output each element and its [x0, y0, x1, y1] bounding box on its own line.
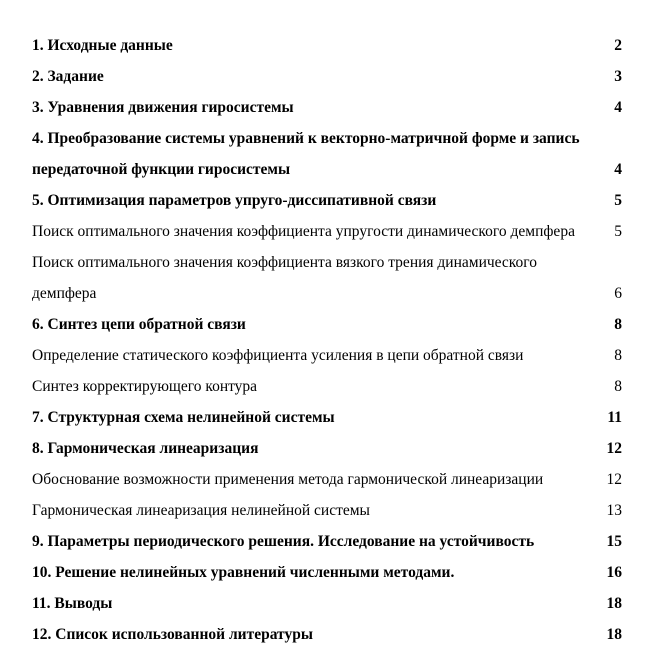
toc-entry: [32, 309, 622, 340]
toc-entry: [32, 433, 622, 464]
toc-entry-title: 6. Синтез цепи обратной связи: [32, 316, 246, 333]
toc-entry-title: 8. Гармоническая линеаризация: [32, 440, 259, 457]
toc-entry: [32, 464, 622, 495]
toc-entry-title: Определение статического коэффициента усиления в цепи обратной связи: [32, 347, 524, 364]
table-of-contents: [32, 30, 622, 650]
toc-entry: [32, 185, 622, 216]
toc-entry-page: 12: [606, 471, 622, 488]
toc-entry-page: 15: [606, 533, 622, 550]
toc-entry-page: 18: [606, 626, 622, 643]
toc-entry: [32, 495, 622, 526]
toc-entry-page: 2: [614, 37, 622, 54]
toc-entry-title: 9. Параметры периодического решения. Исследование на устойчивость: [32, 533, 535, 550]
toc-entry-page: 8: [614, 378, 622, 395]
toc-entry-page: 5: [614, 223, 622, 240]
toc-entry: [32, 247, 622, 309]
toc-entry-page: 12: [606, 440, 622, 457]
toc-entry: [32, 30, 622, 61]
toc-entry-title: 5. Оптимизация параметров упруго-диссипативной связи: [32, 192, 437, 209]
toc-entry-title: 11. Выводы: [32, 595, 113, 612]
toc-entry-title: 12. Список использованной литературы: [32, 626, 313, 643]
toc-entry: [32, 402, 622, 433]
toc-entry: [32, 526, 622, 557]
toc-entry-page: 4: [614, 161, 622, 178]
toc-entry-title: 4. Преобразование системы уравнений к векторно-матричной форме и запись передаточной функции гиросистемы: [32, 130, 580, 178]
toc-entry: [32, 123, 622, 185]
toc-entry-title: 1. Исходные данные: [32, 37, 173, 54]
toc-entry: [32, 92, 622, 123]
toc-entry: [32, 61, 622, 92]
toc-entry-page: 8: [614, 347, 622, 364]
toc-entry: [32, 216, 622, 247]
toc-entry-title: Обоснование возможности применения метода гармонической линеаризации: [32, 471, 544, 488]
toc-entry-title: 2. Задание: [32, 68, 104, 85]
toc-entry: [32, 340, 622, 371]
toc-entry-title: 10. Решение нелинейных уравнений численными методами.: [32, 564, 455, 581]
toc-entry-title: Синтез корректирующего контура: [32, 378, 258, 395]
toc-entry: [32, 619, 622, 650]
toc-entry-page: 18: [606, 595, 622, 612]
toc-entry-page: 4: [614, 99, 622, 116]
toc-entry: [32, 588, 622, 619]
toc-entry-page: 16: [606, 564, 622, 581]
toc-entry: [32, 371, 622, 402]
toc-entry-page: 11: [607, 409, 622, 426]
toc-entry-page: 5: [614, 192, 622, 209]
toc-entry-page: 6: [614, 285, 622, 302]
toc-entry: [32, 557, 622, 588]
toc-entry-title: 7. Структурная схема нелинейной системы: [32, 409, 335, 426]
toc-entry-title: Поиск оптимального значения коэффициента вязкого трения динамического демпфера: [32, 254, 538, 302]
toc-entry-title: Гармоническая линеаризация нелинейной системы: [32, 502, 370, 519]
toc-entry-page: 13: [606, 502, 622, 519]
toc-entry-page: 8: [614, 316, 622, 333]
toc-entry-title: 3. Уравнения движения гиросистемы: [32, 99, 294, 116]
toc-entry-page: 3: [614, 68, 622, 85]
toc-entry-title: Поиск оптимального значения коэффициента упругости динамического демпфера: [32, 223, 575, 240]
